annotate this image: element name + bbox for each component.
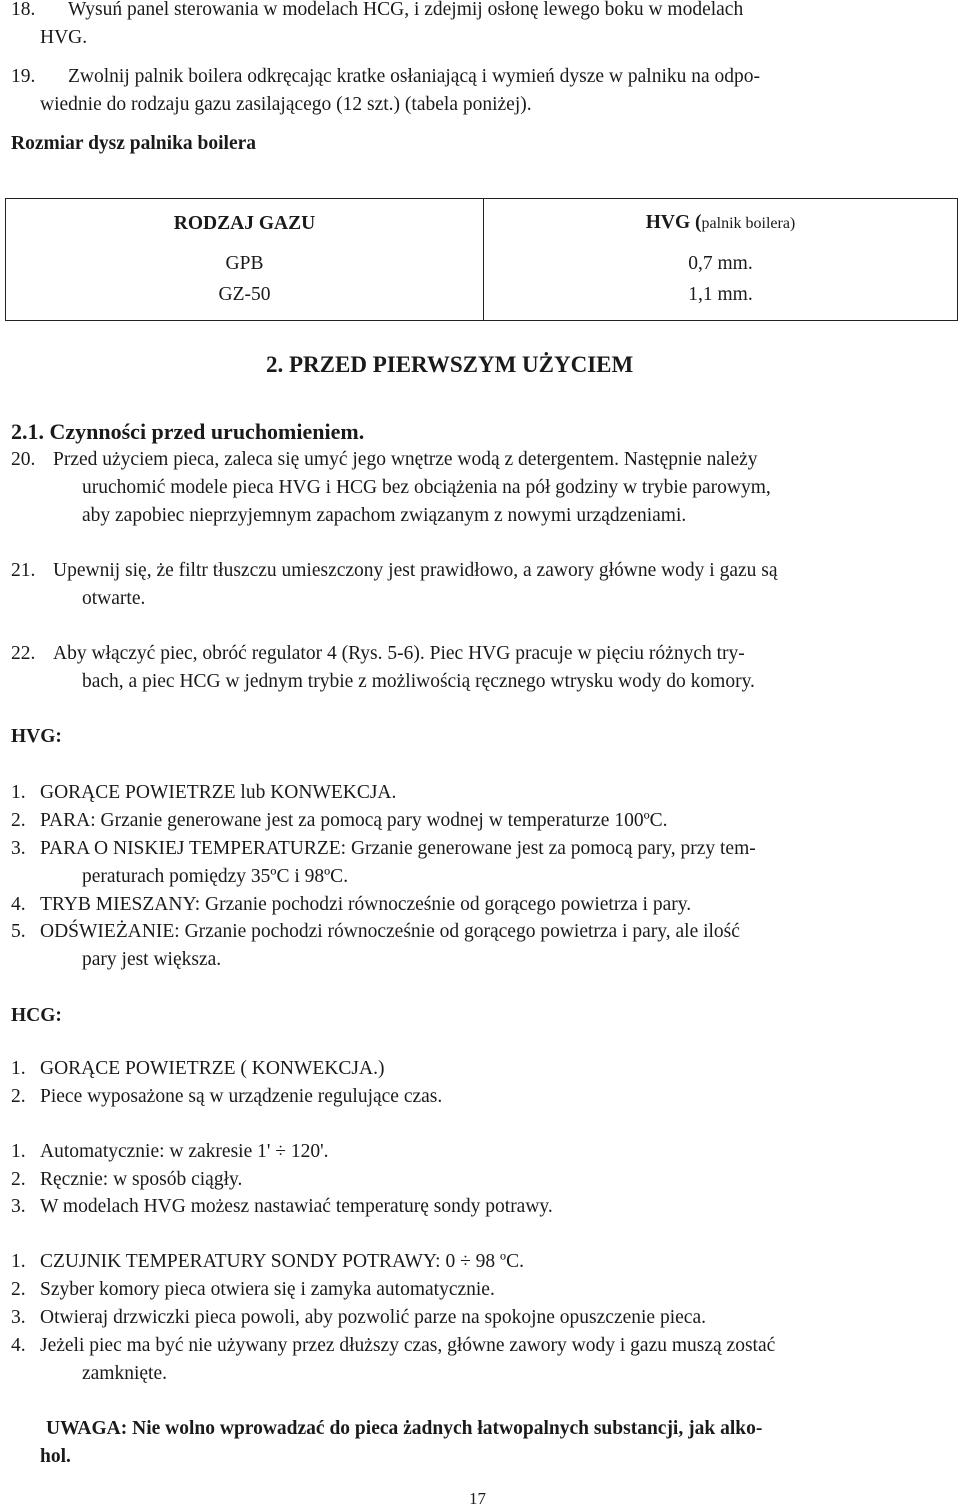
table-header-hvg-sub: palnik boilera) <box>701 215 796 233</box>
mode-number: 2. <box>11 810 26 831</box>
mode-text-line: PARA: Grzanie generowane jest za pomocą pary wodnej w temperaturze 100ºC. <box>40 810 668 831</box>
item-number: 19. <box>11 66 36 87</box>
timer-number: 3. <box>11 1196 26 1217</box>
probe-text: Jeżeli piec ma być nie używany przez dłuższy czas, główne zawory wody i gazu muszą zostać <box>40 1335 776 1356</box>
item-text-line: bach, a piec HCG w jednym trybie z możliwością ręcznego wtrysku wody do komory. <box>82 671 755 692</box>
table-cell-size: 1,1 mm. <box>688 283 753 305</box>
probe-number: 1. <box>11 1251 26 1272</box>
item-text-line: Aby włączyć piec, obróć regulator 4 (Rys. 5-6). Piec HVG pracuje w pięciu różnych try- <box>53 643 745 664</box>
item-text-line: Zwolnij palnik boilera odkręcając kratke osłaniającą i wymień dysze w palniku na odpo- <box>68 66 761 87</box>
timer-text: W modelach HVG możesz nastawiać temperaturę sondy potrawy. <box>40 1196 553 1217</box>
item-text-line: uruchomić modele pieca HVG i HCG bez obciążenia na pół godziny w trybie parowym, <box>82 477 771 498</box>
mode-text-line: GORĄCE POWIETRZE lub KONWEKCJA. <box>40 782 397 803</box>
gas-nozzle-table <box>5 198 958 321</box>
table-header-hvg <box>484 199 958 249</box>
mode-number: 1. <box>11 1058 26 1079</box>
table-header-gas: RODZAJ GAZU <box>6 199 484 249</box>
mode-number: 2. <box>11 1086 26 1107</box>
item-text-line: otwarte. <box>82 588 146 609</box>
hvg-label: HVG: <box>11 726 62 747</box>
mode-number: 3. <box>11 838 26 859</box>
mode-text-line: ODŚWIEŻANIE: Grzanie pochodzi równocześnie od gorącego powietrza i pary, ale ilość <box>40 921 740 942</box>
table-header-hvg-main: HVG ( <box>645 212 702 234</box>
probe-number: 2. <box>11 1279 26 1300</box>
timer-number: 1. <box>11 1141 26 1162</box>
mode-text-line: PARA O NISKIEJ TEMPERATURZE: Grzanie generowane jest za pomocą pary, przy tem- <box>40 838 756 859</box>
item-text-line: wiednie do rodzaju gazu zasilającego (12 szt.) (tabela poniżej). <box>40 94 532 115</box>
section-heading: 2. PRZED PIERWSZYM UŻYCIEM <box>266 352 634 377</box>
probe-number: 4. <box>11 1335 26 1356</box>
item-text-line: aby zapobiec nieprzyjemnym zapachom związanym z nowymi urządzeniami. <box>82 505 687 526</box>
probe-text: CZUJNIK TEMPERATURY SONDY POTRAWY: 0 ÷ 98 ºC. <box>40 1251 524 1272</box>
timer-text: Automatycznie: w zakresie 1' ÷ 120'. <box>40 1141 329 1162</box>
mode-text-line: Piece wyposażone są w urządzenie regulujące czas. <box>40 1086 443 1107</box>
item-text-line: HVG. <box>40 27 88 48</box>
item-number: 18. <box>11 0 36 20</box>
probe-text: zamknięte. <box>82 1363 167 1384</box>
probe-text: Szyber komory pieca otwiera się i zamyka automatycznie. <box>40 1279 495 1300</box>
item-number: 20. <box>11 449 36 470</box>
hcg-label: HCG: <box>11 1005 62 1026</box>
table-cell-size: 0,7 mm. <box>688 252 753 274</box>
mode-text-line: TRYB MIESZANY: Grzanie pochodzi równocześnie od gorącego powietrza i pary. <box>40 894 692 915</box>
table-title: Rozmiar dysz palnika boilera <box>11 133 257 154</box>
warning-text: hol. <box>40 1446 71 1467</box>
page-number: 17 <box>469 1489 486 1508</box>
mode-text-line: pary jest większa. <box>82 949 222 970</box>
warning-text: UWAGA: Nie wolno wprowadzać do pieca żadnych łatwopalnych substancji, jak alko- <box>46 1418 763 1439</box>
item-text-line: Przed użyciem pieca, zaleca się umyć jego wnętrze wodą z detergentem. Następnie należy <box>53 449 758 470</box>
probe-text: Otwieraj drzwiczki pieca powoli, aby pozwolić parze na spokojne opuszczenie pieca. <box>40 1307 706 1328</box>
table-cell-gas: GZ-50 <box>6 279 484 321</box>
item-number: 22. <box>11 643 36 664</box>
mode-text-line: GORĄCE POWIETRZE ( KONWEKCJA.) <box>40 1058 385 1079</box>
timer-number: 2. <box>11 1169 26 1190</box>
mode-number: 1. <box>11 782 26 803</box>
item-text-line: Wysuń panel sterowania w modelach HCG, i zdejmij osłonę lewego boku w modelach <box>68 0 744 20</box>
timer-text: Ręcznie: w sposób ciągły. <box>40 1169 243 1190</box>
item-text-line: Upewnij się, że filtr tłuszczu umieszczony jest prawidłowo, a zawory główne wody i gazu są <box>53 560 778 581</box>
table-cell-gas: GPB <box>6 249 484 279</box>
mode-number: 4. <box>11 894 26 915</box>
mode-number: 5. <box>11 921 26 942</box>
subsection-heading: 2.1. Czynności przed uruchomieniem. <box>11 419 365 444</box>
mode-text-line: peraturach pomiędzy 35ºC i 98ºC. <box>82 866 349 887</box>
probe-number: 3. <box>11 1307 26 1328</box>
item-number: 21. <box>11 560 36 581</box>
